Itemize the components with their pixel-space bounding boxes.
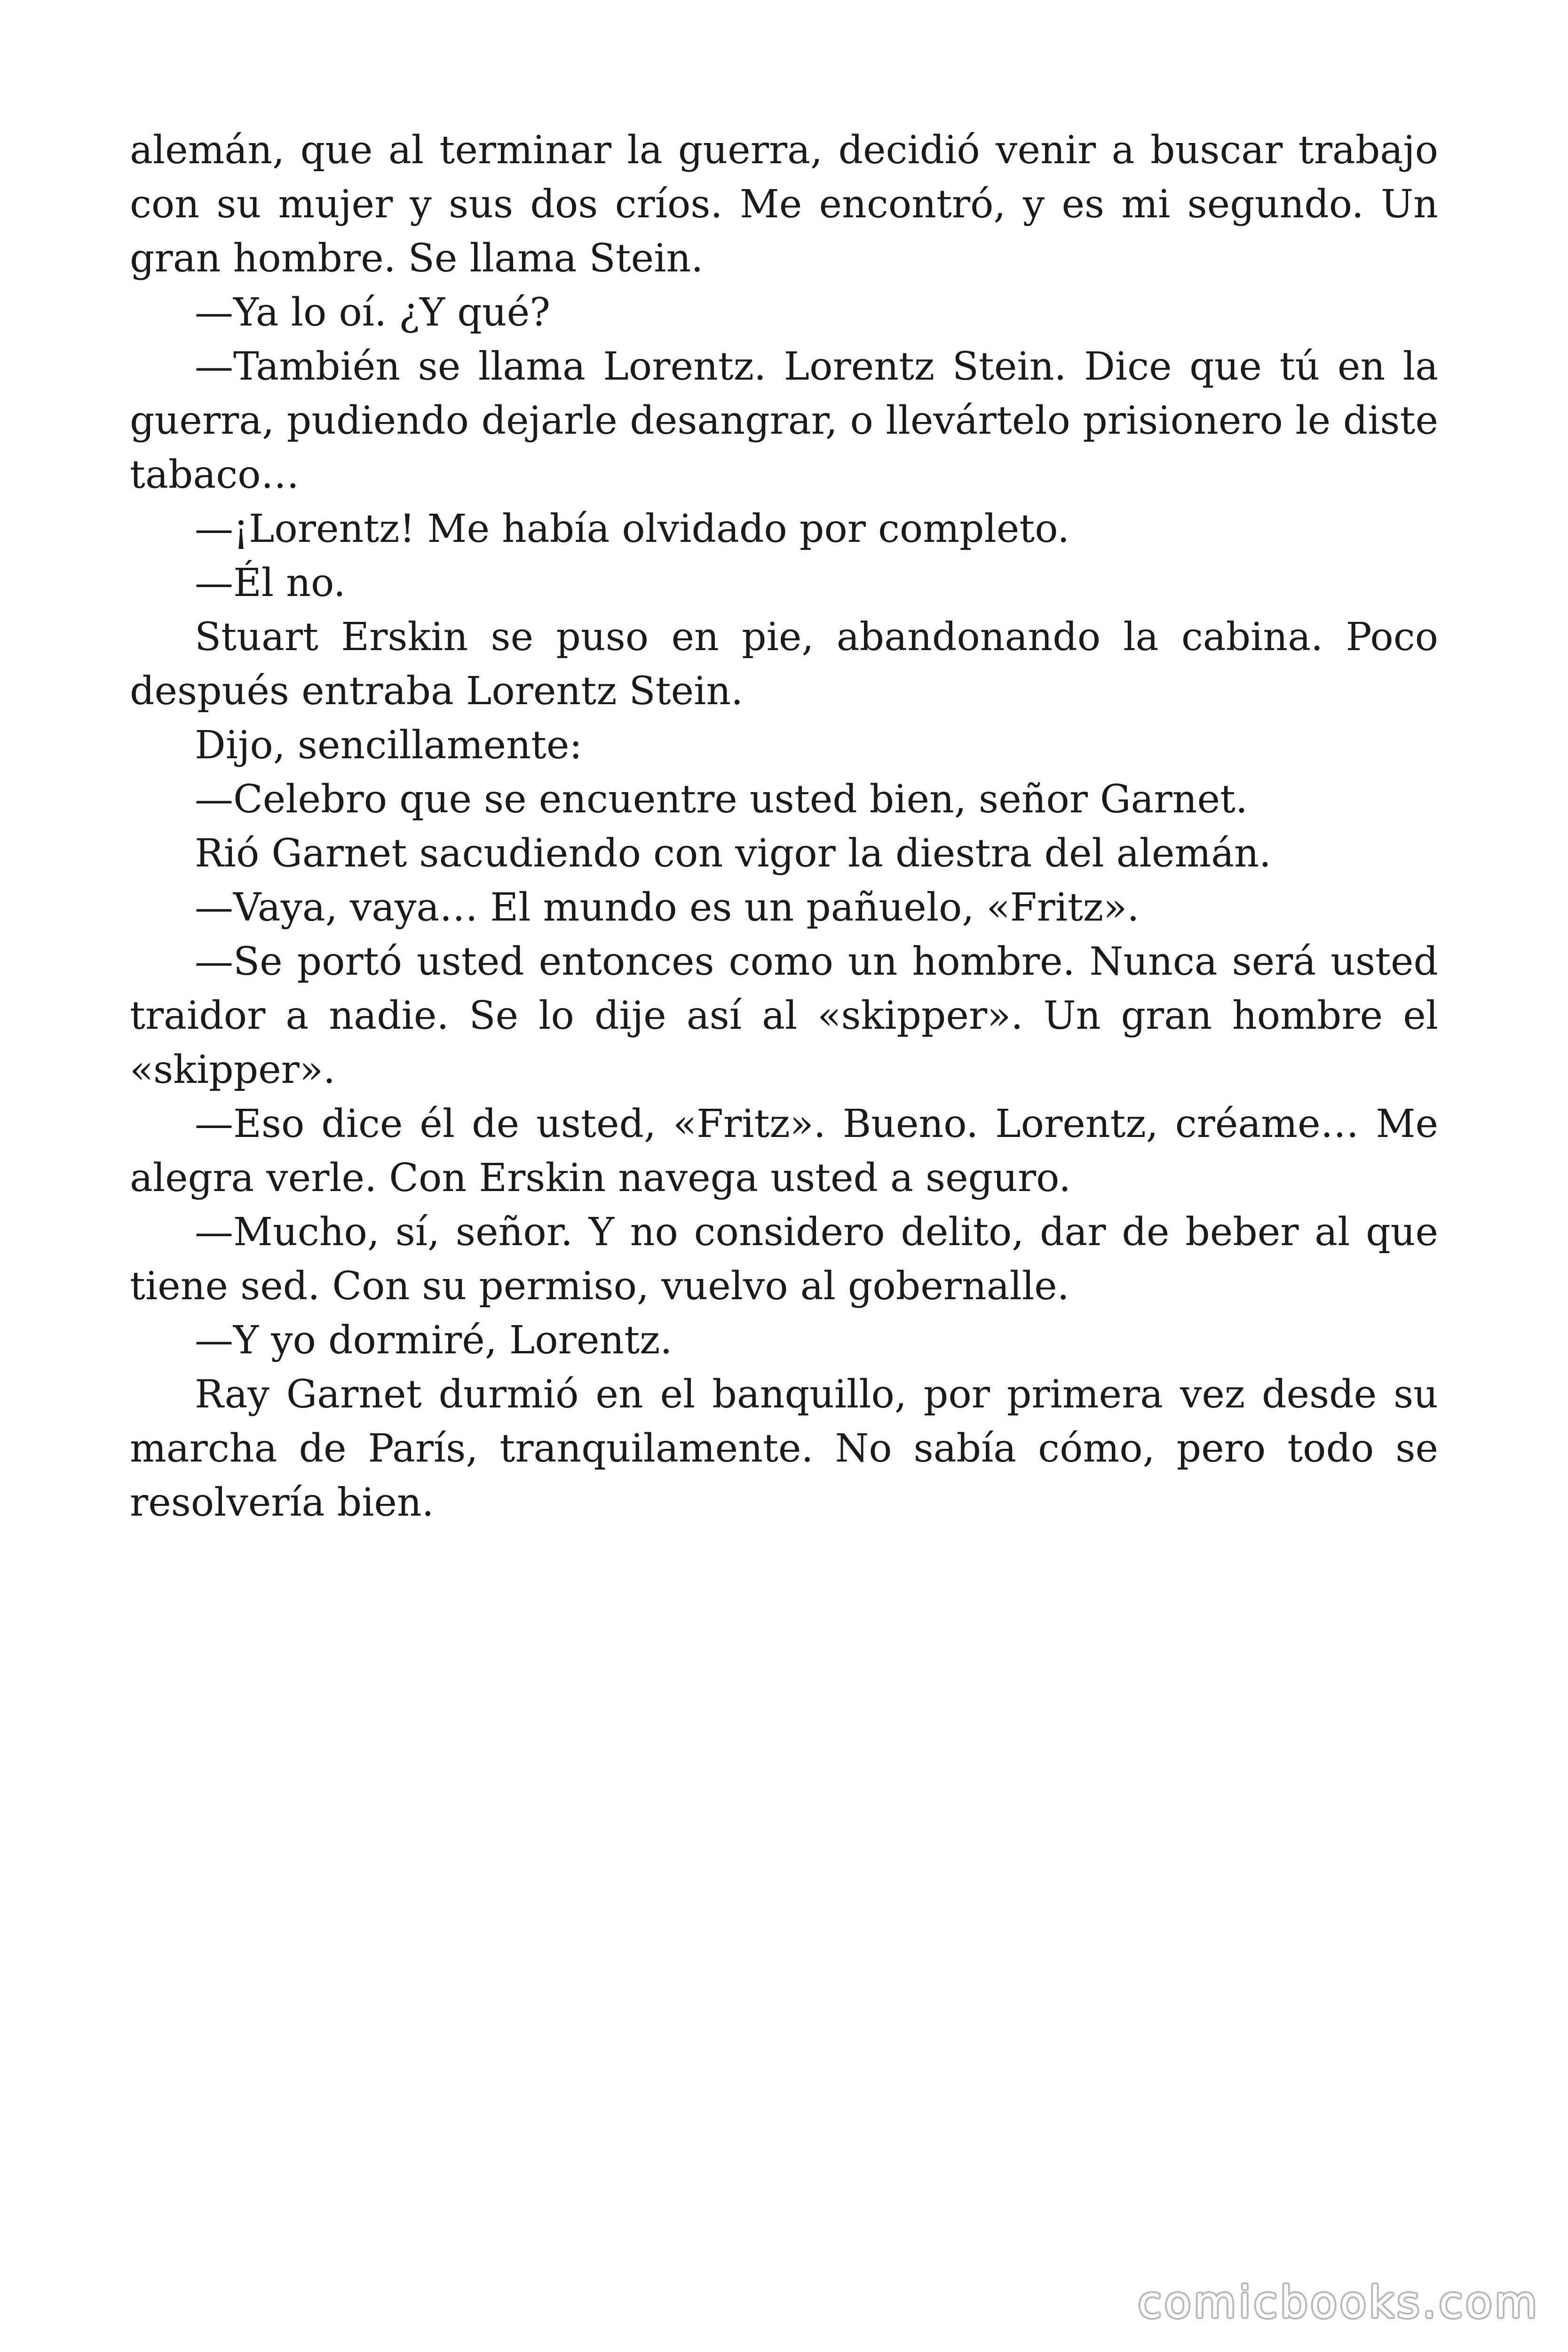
watermark: comicbooks.com bbox=[1138, 2277, 1540, 2328]
paragraph: —Y yo dormiré, Lorentz. bbox=[195, 1318, 673, 1363]
paragraph: —También se llama Lorentz. Lorentz Stein. Dice que tú en la guerra, pudiendo dejarle desangrar, o llevártelo prisionero le diste tabaco… bbox=[130, 344, 1438, 497]
paragraph: Ray Garnet durmió en el banquillo, por primera vez desde su marcha de París, tranquilamente. No sabía cómo, pero todo se resolvería bien. bbox=[130, 1372, 1438, 1525]
paragraph: Rió Garnet sacudiendo con vigor la diestra del alemán. bbox=[195, 831, 1271, 876]
paragraph: Dijo, sencillamente: bbox=[195, 723, 583, 768]
paragraph: —Celebro que se encuentre usted bien, señor Garnet. bbox=[195, 777, 1248, 822]
paragraph: —Se portó usted entonces como un hombre. Nunca será usted traidor a nadie. Se lo dije así al «skipper». Un gran hombre el «skipper». bbox=[130, 939, 1438, 1092]
paragraph: —Mucho, sí, señor. Y no considero delito, dar de beber al que tiene sed. Con su permiso, vuelvo al gobernalle. bbox=[130, 1210, 1438, 1309]
paragraph: —¡Lorentz! Me había olvidado por completo. bbox=[195, 507, 1070, 551]
paragraph: alemán, que al terminar la guerra, decidió venir a buscar trabajo con su mujer y sus dos críos. Me encontró, y es mi segundo. Un gran hombre. Se llama Stein. bbox=[130, 128, 1438, 281]
page-body bbox=[130, 123, 1438, 1530]
paragraph: Stuart Erskin se puso en pie, abandonando la cabina. Poco después entraba Lorentz Stein. bbox=[130, 615, 1438, 714]
paragraph: —Vaya, vaya… El mundo es un pañuelo, «Fritz». bbox=[195, 885, 1140, 930]
paragraph: —Ya lo oí. ¿Y qué? bbox=[195, 290, 551, 335]
paragraph: —Eso dice él de usted, «Fritz». Bueno. Lorentz, créame… Me alegra verle. Con Erskin navega usted a seguro. bbox=[130, 1102, 1438, 1200]
paragraph: —Él no. bbox=[195, 561, 346, 605]
